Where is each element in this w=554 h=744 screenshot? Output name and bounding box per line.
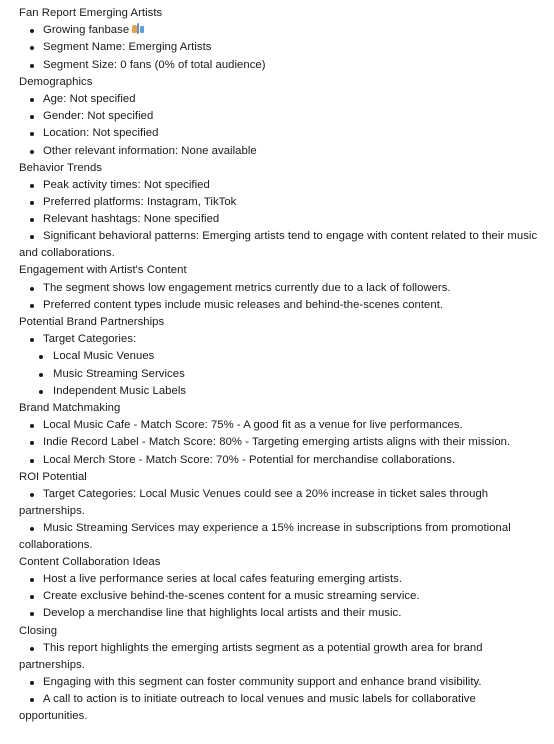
- list-item: Other relevant information: None available: [19, 143, 542, 160]
- list-item: A call to action is to initiate outreach to local venues and music labels for collaborative opportunities.: [19, 691, 542, 725]
- ideas-list: [19, 571, 542, 623]
- list-item: Develop a merchandise line that highlights local artists and their music.: [19, 605, 542, 622]
- section-heading-roi: ROI Potential: [19, 470, 87, 483]
- list-item: Local Music Cafe - Match Score: 75% - A good fit as a venue for live performances.: [19, 417, 542, 434]
- matchmaking-list: [19, 417, 542, 469]
- intro-list: [19, 22, 542, 74]
- list-item: Segment Name: Emerging Artists: [19, 39, 542, 56]
- report-title: Fan Report Emerging Artists: [19, 7, 163, 19]
- list-item-text: Growing fanbase: [43, 24, 130, 37]
- list-item: Host a live performance series at local cafes featuring emerging artists.: [19, 571, 542, 588]
- roi-list: [19, 486, 542, 554]
- list-item: [19, 22, 542, 39]
- list-item: The segment shows low engagement metrics currently due to a lack of followers.: [19, 280, 542, 297]
- list-item: Age: Not specified: [19, 91, 542, 108]
- closing-list: [19, 640, 542, 725]
- list-item: Preferred platforms: Instagram, TikTok: [19, 194, 542, 211]
- section-heading-demographics: Demographics: [19, 75, 93, 88]
- list-item: Segment Size: 0 fans (0% of total audience): [19, 57, 542, 74]
- section-heading-behavior: Behavior Trends: [19, 161, 103, 174]
- list-item: Peak activity times: Not specified: [19, 177, 542, 194]
- behavior-list: [19, 177, 542, 263]
- partnerships-list: [19, 331, 542, 348]
- list-item: This report highlights the emerging artists segment as a potential growth area for brand partnerships.: [19, 640, 542, 674]
- list-item: Local Music Venues: [19, 348, 542, 365]
- list-item: Preferred content types include music releases and behind-the-scenes content.: [19, 297, 542, 314]
- list-item: Create exclusive behind-the-scenes content for a music streaming service.: [19, 588, 542, 605]
- engagement-list: [19, 280, 542, 314]
- section-heading-matchmaking: Brand Matchmaking: [19, 401, 121, 414]
- section-heading-engagement: Engagement with Artist's Content: [19, 264, 187, 277]
- section-heading-partnerships: Potential Brand Partnerships: [19, 316, 165, 328]
- list-item: Local Merch Store - Match Score: 70% - Potential for merchandise collaborations.: [19, 452, 542, 469]
- list-item: Relevant hashtags: None specified: [19, 211, 542, 228]
- list-item: Music Streaming Services may experience a 15% increase in subscriptions from promotional collaborations.: [19, 520, 542, 554]
- list-item: Music Streaming Services: [19, 366, 542, 383]
- list-item: Engaging with this segment can foster community support and enhance brand visibility.: [19, 674, 542, 691]
- music-notes-icon: [131, 23, 145, 35]
- list-item: [19, 331, 542, 348]
- demographics-list: [19, 91, 542, 160]
- target-categories-label: Target Categories:: [43, 333, 137, 346]
- list-item: Gender: Not specified: [19, 108, 542, 125]
- list-item: Indie Record Label - Match Score: 80% - Targeting emerging artists aligns with their mission.: [19, 434, 542, 451]
- list-item: Independent Music Labels: [19, 383, 542, 400]
- list-item: Significant behavioral patterns: Emerging artists tend to engage with content related to their music and collaborations.: [19, 228, 542, 262]
- partnership-categories-list: [19, 348, 542, 400]
- section-heading-closing: Closing: [19, 624, 58, 637]
- section-heading-ideas: Content Collaboration Ideas: [19, 555, 161, 568]
- list-item: Location: Not specified: [19, 125, 542, 142]
- list-item: Target Categories: Local Music Venues could see a 20% increase in ticket sales through partnerships.: [19, 486, 542, 520]
